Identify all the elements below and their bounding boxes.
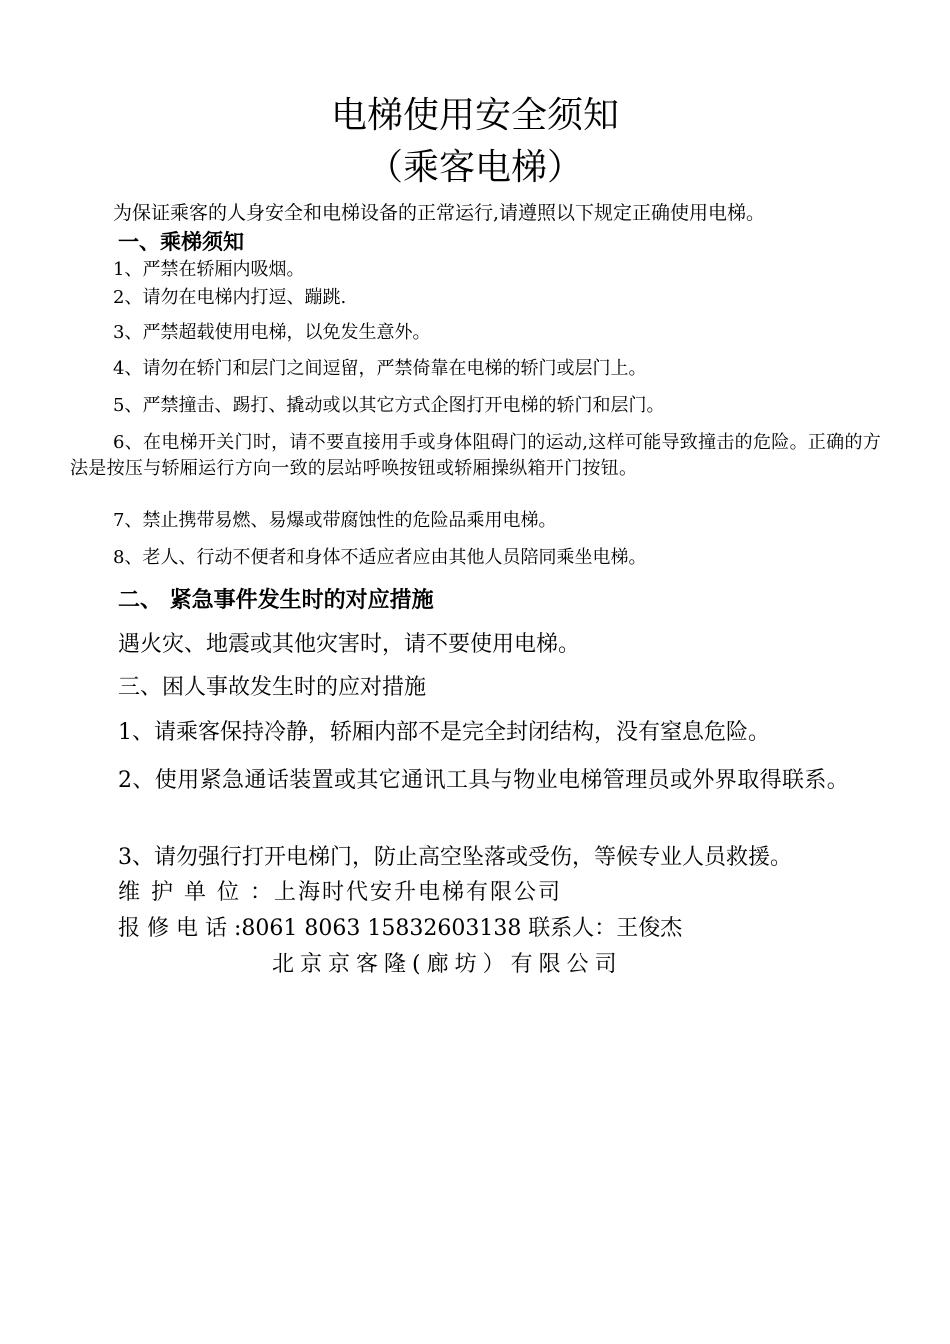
- measure-item: 1、请乘客保持冷静，轿厢内部不是完全封闭结构，没有窒息危险。: [118, 720, 770, 745]
- repair-phone-line: 报 修 电 话 :8061 8063 15832603138 联系人：王俊杰: [118, 916, 683, 941]
- rule-item: 6、在电梯开关门时，请不要直接用手或身体阻碍门的运动,这样可能导致撞击的危险。正确的方法是按压与轿厢运行方向一致的层站呼唤按钮或轿厢操纵箱开门按钮。: [70, 432, 882, 479]
- rule-item: 5、严禁撞击、踢打、撬动或以其它方式企图打开电梯的轿门和层门。: [113, 395, 665, 416]
- company-name: 北京京客隆(廊坊）有限公司: [272, 952, 623, 977]
- rule-item: 8、老人、行动不便者和身体不适应者应由其他人员陪同乘坐电梯。: [113, 547, 647, 568]
- section1-heading: 一、乘梯须知: [118, 229, 244, 254]
- rule-item: 1、严禁在轿厢内吸烟。: [113, 259, 305, 280]
- measure-item: 3、请勿强行打开电梯门，防止高空坠落或受伤，等候专业人员救援。: [118, 845, 792, 870]
- page-title: 电梯使用安全须知: [330, 95, 619, 136]
- page-subtitle: （乘客电梯）: [366, 147, 583, 188]
- intro-text: 为保证乘客的人身安全和电梯设备的正常运行,请遵照以下规定正确使用电梯。: [113, 202, 766, 224]
- measure-item: 2、使用紧急通话装置或其它通讯工具与物业电梯管理员或外界取得联系。: [118, 768, 850, 793]
- rule-item: 4、请勿在轿门和层门之间逗留，严禁倚靠在电梯的轿门或层门上。: [113, 358, 647, 379]
- section2-heading: 二、 紧急事件发生时的对应措施: [118, 587, 434, 613]
- rule-item: 3、严禁超载使用电梯，以免发生意外。: [113, 322, 431, 343]
- rule-item: 2、请勿在电梯内打逗、蹦跳.: [113, 287, 347, 308]
- section3-heading: 三、困人事故发生时的应对措施: [118, 675, 427, 700]
- rule-item: 7、禁止携带易燃、易爆或带腐蚀性的危险品乘用电梯。: [113, 510, 557, 531]
- section2-text: 遇火灾、地震或其他灾害时，请不要使用电梯。: [118, 632, 581, 657]
- maintainer-line: 维 护 单 位 ：上海时代安升电梯有限公司: [118, 880, 562, 905]
